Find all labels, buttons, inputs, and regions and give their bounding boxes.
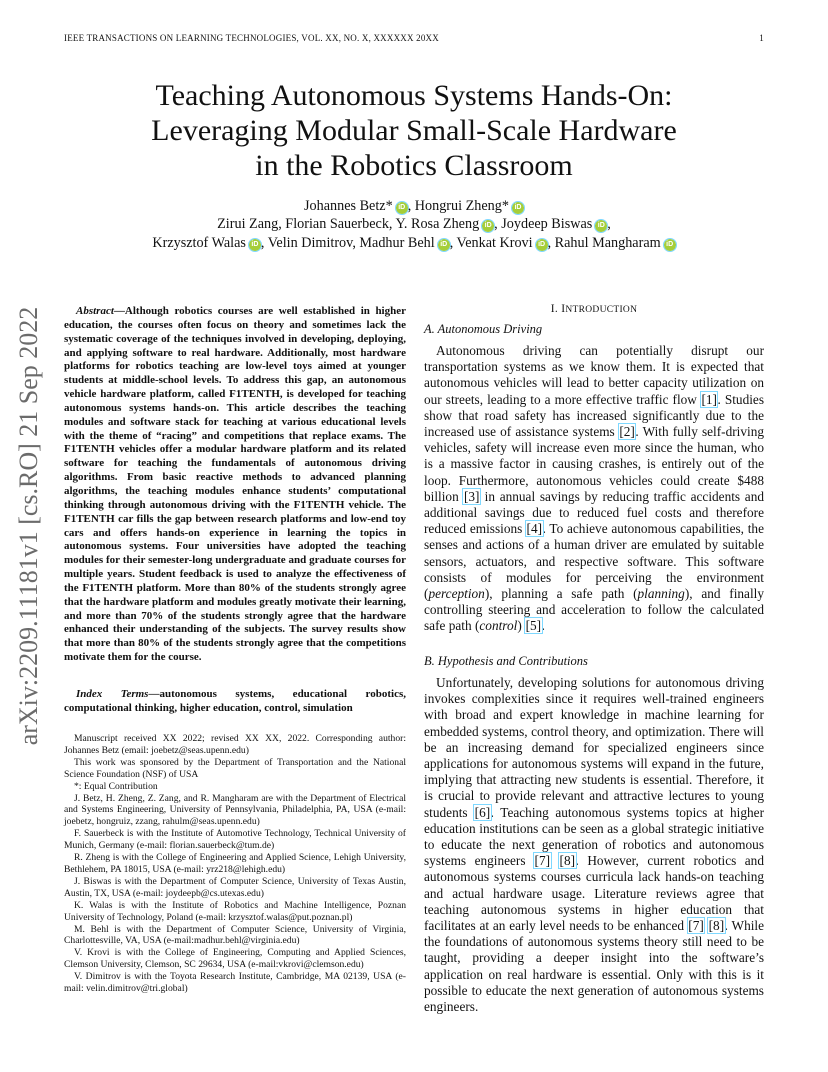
author-walas: Krzysztof Walas	[152, 234, 246, 251]
title-line-2: Leveraging Modular Small-Scale Hardware	[151, 114, 677, 147]
footnote-item: J. Betz, H. Zheng, Z. Zang, and R. Mangharam are with the Department of Electrical and Systems Engineering, University of Pennsylvania, Philadelphia, PA, USA (e-mail: joebetz, hongruiz, zzang, rahulm@seas.upenn.edu)	[64, 792, 406, 828]
paper-title	[60, 78, 768, 183]
author-betz: Johannes Betz*	[304, 198, 393, 214]
footnote-item: This work was sponsored by the Department of Transportation and the National Science Foundation (NSF) of USA	[64, 756, 406, 780]
orcid-icon[interactable]: iD	[482, 220, 494, 232]
citation-link[interactable]: [6]	[474, 804, 491, 820]
abstract-text: —Although robotics courses are well established in higher education, the courses often focus on theory and sometimes lack the systematic coverage of the techniques involved in developing, deploying, and applying software to real hardware. Additionally, most hardware platforms for robotics teaching are low-level toys aimed at younger students at middle-school levels. To address this gap, an autonomous vehicle hardware platform, called F1TENTH, is developed for teaching autonomous systems hands-on. This article describes the teaching modules and software stack for teaching at various educational levels with the theme of “racing” and competitions that replace exams. The F1TENTH vehicles offer a modular hardware platform and its related software for teaching the fundamentals of autonomous driving algorithms. From basic reactive methods to advanced planning algorithms, the teaching modules enhance students’ computational thinking through autonomous driving with the F1TENTH vehicle. The F1TENTH car fills the gap between research platforms and low-end toy cars and offers hands-on experience in learning the topics in autonomous systems. Four universities have adopted the teaching modules for their semester-long undergraduate and graduate courses for multiple years. Student feedback is used to analyze the effectiveness of the F1TENTH platform. More than 80% of the students strongly agree that the hardware platform and modules greatly motivate their learning, and more than 70% of the students strongly agree that the hardware enhanced their understanding of the subjects. The survey results show that more than 80% of the students strongly agree that the competitions motivate them for the course.	[64, 305, 406, 664]
citation-link[interactable]: [7]	[534, 853, 551, 869]
orcid-icon[interactable]: iD	[595, 220, 607, 232]
orcid-icon[interactable]: iD	[396, 202, 408, 214]
title-line-1: Teaching Autonomous Systems Hands-On:	[155, 79, 673, 112]
footnote-item: R. Zheng is with the College of Engineering and Applied Science, Lehigh University, Bethlehem, PA 18015, USA (e-mail: yrz218@lehigh.edu)	[64, 852, 406, 875]
section-heading: I. INTRODUCTION	[550, 303, 638, 315]
author-biswas: Joydeep Biswas	[501, 216, 593, 233]
paragraph-hypothesis: Unfortunately, developing solutions for autonomous driving invokes complexities since it requires well-trained engineers with broad and expert knowledge in machine learning for embedded systems, control theory, and optimization. There will be an increasing demand for specialized engineers since applications for autonomous systems will expand in the future, implying that attracting new students is essential. Therefore, it is crucial to provide relevant and attractive lectures to young students [6]. Teaching autonomous systems topics at higher education institutions can be seen as a global strategic initiative to educate the next generation of robotics and autonomous systems engineers [7] [8]. However, current robotics and autonomous systems courses curricula lack hands-on teaching and actual hardware usage. Literature reviews agree that teaching autonomous systems in higher education that facilitates at an early level needs to be enhanced [7] [8]. While the foundations of autonomous systems theory still need to be taught, providing a deeper insight into the software’s application on real hardware is essential. Only with this is it possible to educate the next generation of autonomous systems engineers.	[424, 675, 765, 1015]
orcid-icon[interactable]: iD	[438, 239, 450, 251]
footnote-item: V. Dimitrov is with the Toyota Research Institute, Cambridge, MA 02139, USA (e-mail: velin.dimitrov@tri.global)	[64, 971, 406, 995]
index-terms	[64, 688, 406, 716]
citation-link[interactable]: [8]	[708, 918, 725, 934]
title-line-3: in the Robotics Classroom	[255, 149, 573, 182]
orcid-icon[interactable]: iD	[536, 239, 548, 251]
orcid-icon[interactable]: iD	[664, 239, 676, 251]
abstract-label: Abstract	[76, 305, 114, 317]
author-zheng: Hongrui Zheng*	[414, 198, 509, 214]
paragraph-autonomous-driving: Autonomous driving can potentially disrupt our transportation systems as we know them. It is expected that autonomous vehicles will lead to better capacity utilization on our streets, leading to a more effective traffic flow [1]. Studies show that road safety has increased significantly due to the increased use of assistance systems [2]. With fully self-driving vehicles, safety will increase even more since the human, who is a massive factor in causing crashes, is entirely out of the loop. Furthermore, autonomous vehicles could create $488 billion [3] in annual savings by reducing traffic accidents and additional savings due to reduced fuel costs and therefore reduced emissions [4]. To achieve autonomous capabilities, the senses and actions of a human driver are emulated by suitable sensors, actuators, and respective software. This software consists of modules for perceiving the environment (perception), planning a safe path (planning), and finally controlling steering and acceleration to follow the calculated safe path (control) [5].	[424, 343, 765, 634]
subsection-heading-a: A. Autonomous Driving	[424, 322, 543, 336]
orcid-icon[interactable]: iD	[512, 202, 524, 214]
author-list: Johannes Betz* iD , Hongrui Zheng* iD Zirui Zang, Florian Sauerbeck, Y. Rosa Zheng iD , Joydeep Biswas iD , Krzysztof Walas iD , Velin Dimitrov, Madhur Behl iD , Venkat Krovi iD , Rahul Mangharam iD	[60, 197, 768, 252]
citation-link[interactable]: [4]	[526, 521, 543, 537]
subsection-heading-b: B. Hypothesis and Contributions	[424, 654, 588, 668]
page-number: 1	[759, 33, 764, 43]
orcid-icon[interactable]: iD	[249, 239, 261, 251]
citation-link[interactable]: [7]	[688, 918, 704, 934]
author-group-2: Zirui Zang, Florian Sauerbeck, Y. Rosa Zheng	[217, 216, 480, 233]
author-mangharam: Rahul Mangharam	[554, 234, 661, 251]
citation-link[interactable]: [1]	[701, 391, 717, 407]
footnote-item: M. Behl is with the Department of Computer Science, University of Virginia, Charlottesville, VA, USA (e-mail:madhur.behl@virginia.edu)	[64, 923, 406, 947]
index-terms-text: —autonomous systems, educational robotics, computational thinking, higher education, control, simulation	[64, 688, 406, 714]
footnote-item: Manuscript received XX 2022; revised XX XX, 2022. Corresponding author: Johannes Betz (email: joebetz@seas.upenn.edu)	[64, 733, 406, 756]
footnotes	[64, 733, 406, 995]
citation-link[interactable]: [2]	[619, 424, 635, 440]
arxiv-stamp: arXiv:2209.11181v1 [cs.RO] 21 Sep 2022	[14, 306, 43, 746]
footnote-item: J. Biswas is with the Department of Computer Science, University of Texas Austin, Austin, TX, USA (e-mail: joydeepb@cs.utexas.edu)	[64, 875, 406, 899]
citation-link[interactable]: [3]	[463, 488, 480, 504]
footnote-item: F. Sauerbeck is with the Institute of Automotive Technology, Technical University of Munich, Germany (e-mail: florian.sauerbeck@tum.de)	[64, 828, 406, 852]
running-header	[64, 33, 764, 43]
abstract	[64, 305, 406, 665]
footnote-item: K. Walas is with the Institute of Robotics and Machine Intelligence, Poznan University of Technology, Poland (e-mail: krzysztof.walas@put.poznan.pl)	[64, 899, 406, 923]
citation-link[interactable]: [5]	[525, 618, 542, 634]
index-terms-label: Index Terms	[76, 688, 149, 700]
footnote-item: *: Equal Contribution	[74, 780, 158, 792]
journal-header: IEEE TRANSACTIONS ON LEARNING TECHNOLOGIES, VOL. XX, NO. X, XXXXXX 20XX	[64, 33, 439, 43]
author-krovi: Venkat Krovi	[456, 234, 533, 251]
citation-link[interactable]: [8]	[559, 853, 576, 869]
footnote-item: V. Krovi is with the College of Engineering, Computing and Applied Sciences, Clemson University, Clemson, SC 29634, USA (e-mail:vkrovi@clemson.edu)	[64, 947, 406, 971]
author-group-3: Velin Dimitrov, Madhur Behl	[267, 234, 435, 251]
